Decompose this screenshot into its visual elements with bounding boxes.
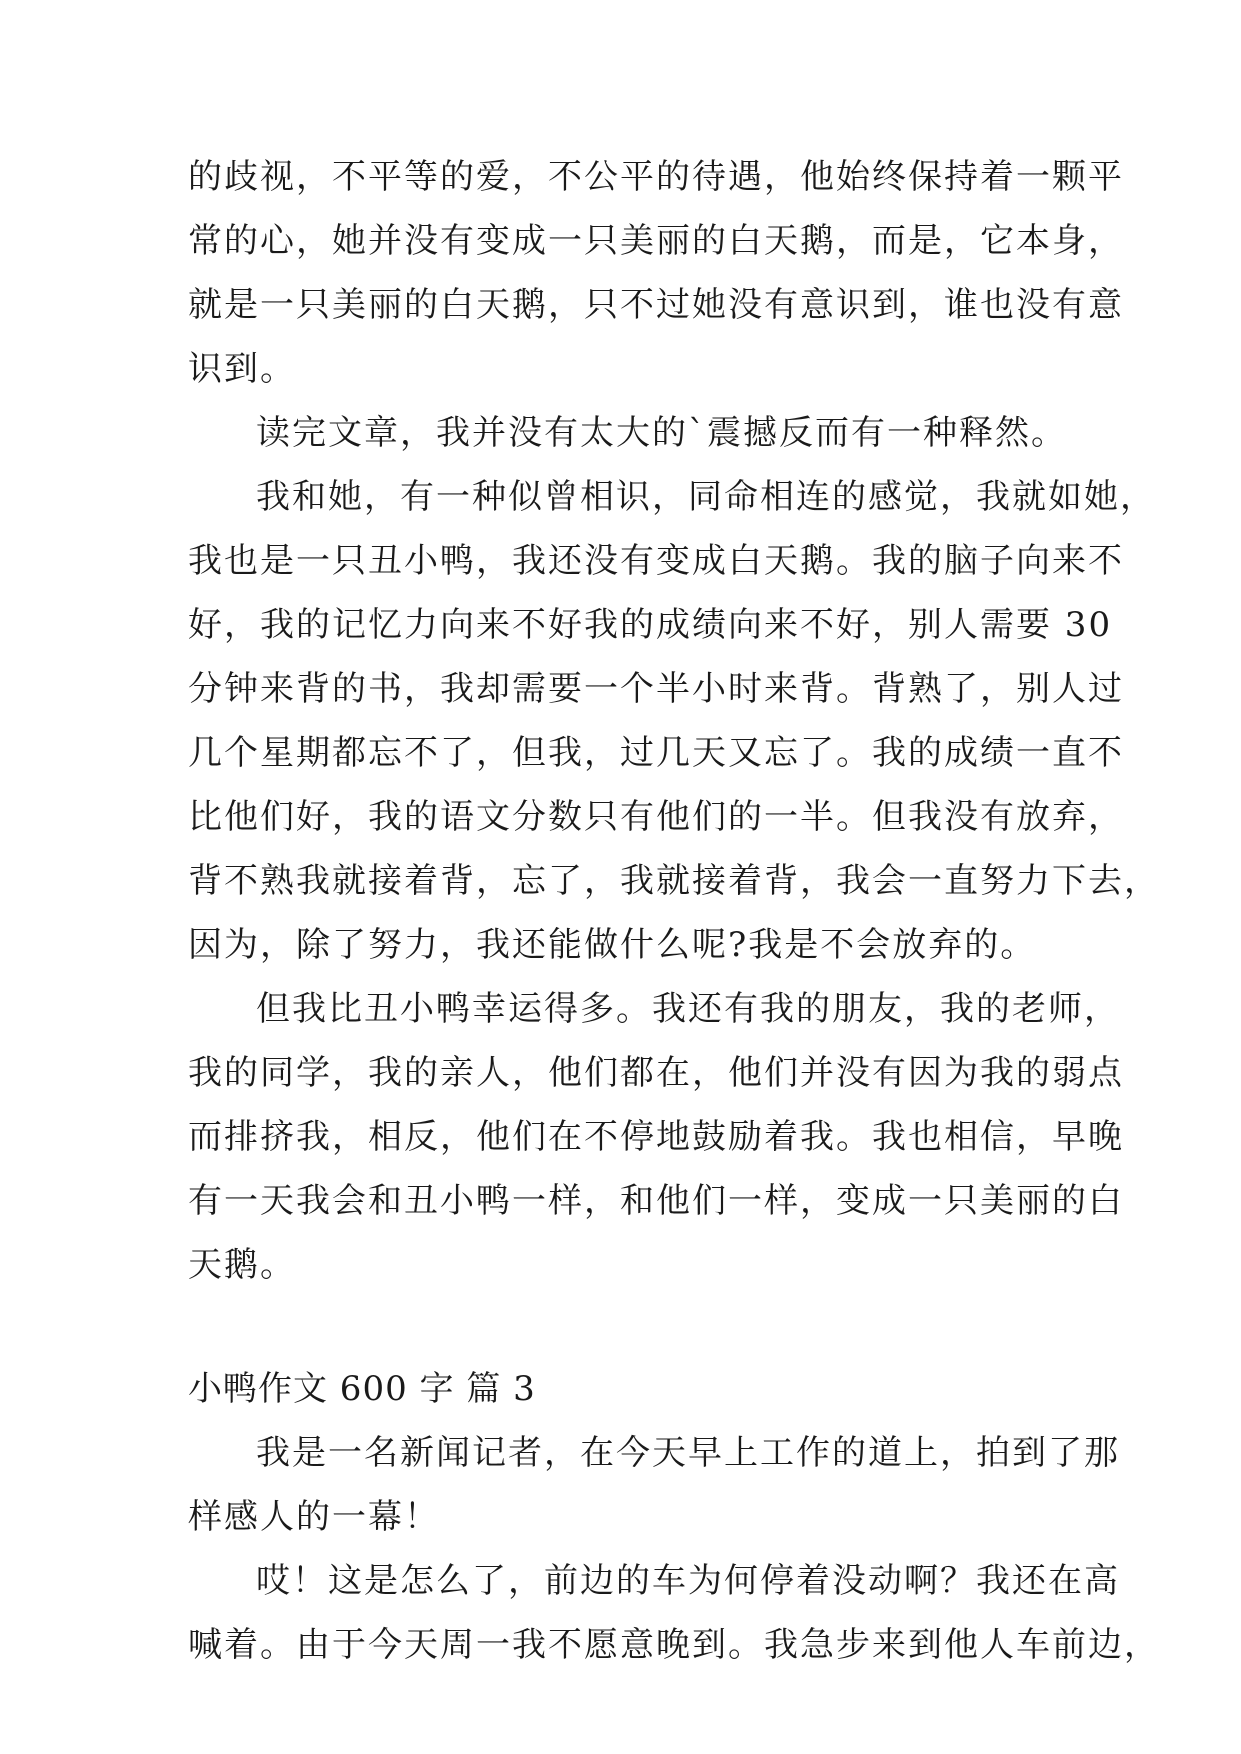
- section-spacer: [188, 1312, 1058, 1372]
- text-line: 样感人的一幕！: [188, 1497, 440, 1537]
- text-line: 读完文章，我并没有太大的`震撼反而有一种释然。: [256, 413, 1067, 453]
- text-line: 因为，除了努力，我还能做什么呢?我是不会放弃的。: [188, 925, 1037, 965]
- text-line: 我的同学，我的亲人，他们都在，他们并没有因为我的弱点: [188, 1053, 1124, 1093]
- text-line: 喊着。由于今天周一我不愿意晚到。我急步来到他人车前边，: [188, 1625, 1160, 1665]
- text-line: 我和她，有一种似曾相识，同命相连的感觉，我就如她，: [256, 477, 1156, 517]
- text-line: 识到。: [188, 349, 296, 389]
- text-line: 好，我的记忆力向来不好我的成绩向来不好，别人需要 30: [188, 605, 1113, 645]
- text-line: 几个星期都忘不了，但我，过几天又忘了。我的成绩一直不: [188, 733, 1124, 773]
- text-line: 比他们好，我的语文分数只有他们的一半。但我没有放弃，: [188, 797, 1124, 837]
- text-line: 背不熟我就接着背，忘了，我就接着背，我会一直努力下去，: [188, 861, 1160, 901]
- text-line: 常的心，她并没有变成一只美丽的白天鹅，而是，它本身，: [188, 221, 1124, 261]
- text-line: 分钟来背的书，我却需要一个半小时来背。背熟了，别人过: [188, 669, 1124, 709]
- document-body: [188, 157, 1160, 1692]
- text-line: 天鹅。: [188, 1245, 296, 1285]
- section-heading: 小鸭作文 600 字 篇 3: [188, 1369, 536, 1409]
- text-line: 而排挤我，相反，他们在不停地鼓励着我。我也相信，早晚: [188, 1117, 1124, 1157]
- text-line: 我也是一只丑小鸭，我还没有变成白天鹅。我的脑子向来不: [188, 541, 1124, 581]
- text-line: 就是一只美丽的白天鹅，只不过她没有意识到，谁也没有意: [188, 285, 1124, 325]
- text-line: 但我比丑小鸭幸运得多。我还有我的朋友，我的老师，: [256, 989, 1120, 1029]
- text-line: 的歧视，不平等的爱，不公平的待遇，他始终保持着一颗平: [188, 157, 1124, 197]
- text-line: 有一天我会和丑小鸭一样，和他们一样，变成一只美丽的白: [188, 1181, 1124, 1221]
- text-line: 我是一名新闻记者，在今天早上工作的道上，拍到了那: [256, 1433, 1120, 1473]
- text-line: 哎！这是怎么了，前边的车为何停着没动啊？我还在高: [256, 1561, 1120, 1601]
